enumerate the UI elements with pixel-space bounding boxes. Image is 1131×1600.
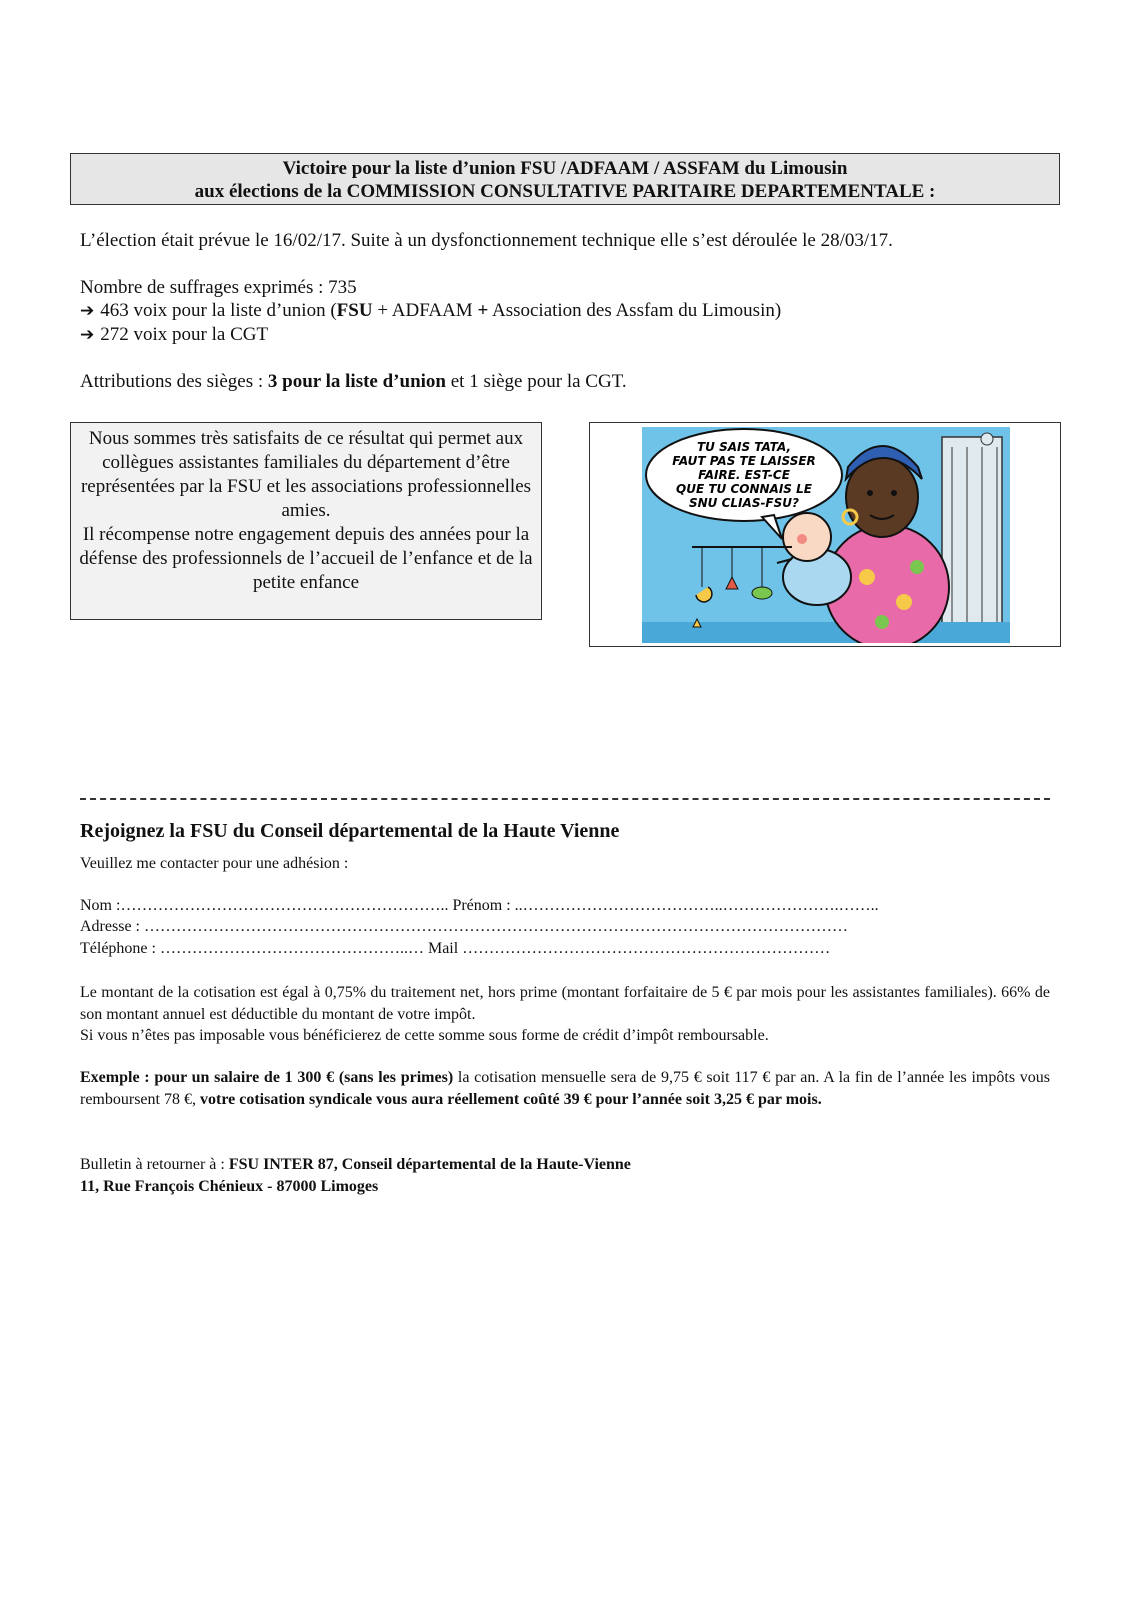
adresse-field[interactable]: Adresse : …………………………………………………………………………………………………………………… (80, 918, 848, 935)
bubble-line-2: FAUT PAS TE LAISSER (672, 454, 816, 468)
cgt-votes-line (80, 323, 268, 347)
bubble-line-5: SNU CLIAS-FSU? (689, 496, 799, 510)
header-line-2: aux élections de la COMMISSION CONSULTATIVE PARITAIRE DEPARTEMENTALE : (194, 181, 936, 202)
bubble-line-4: QUE TU CONNAIS LE (676, 482, 812, 496)
contact-request: Veuillez me contacter pour une adhésion : (80, 855, 349, 872)
bulletin-pre: Bulletin à retourner à : (80, 1156, 229, 1173)
join-title: Rejoignez la FSU du Conseil départemental de la Haute Vienne (80, 820, 620, 842)
cartoon-box (589, 422, 1061, 647)
separator-line (80, 798, 1050, 800)
example-text (80, 1067, 1050, 1111)
cartoon-illustration (642, 427, 1010, 643)
right-arrow-icon: ➔ (80, 301, 95, 321)
header-line-1: Victoire pour la liste d’union FSU /ADFAAM / ASSFAM du Limousin (282, 158, 848, 179)
example-bold-1: Exemple : pour un salaire de 1 300 € (sans les primes) (80, 1069, 454, 1086)
seats-post: et 1 siège pour la CGT. (445, 371, 627, 392)
quote-paragraph-2: Il récompense notre engagement depuis des années pour la défense des professionnels de l’accueil de l’enfance et de la petite enfance (79, 524, 533, 593)
example-bold-2: votre cotisation syndicale vous aura réellement coûté 39 € pour l’année soit 3,25 € par mois. (199, 1091, 822, 1108)
union-votes-line (80, 299, 781, 323)
nom-prenom-field[interactable]: Nom :…………………………………………………….. Prénom : ..………………………………..………………….…….. (80, 897, 879, 914)
election-intro: L’élection était prévue le 16/02/17. Suite à un dysfonctionnement technique elle s’est déroulée le 28/03/17. (80, 230, 893, 251)
cotisation-text: Le montant de la cotisation est égal à 0,75% du traitement net, hors prime (montant forfaitaire de 5 € par mois pour les assistantes familiales). 66% de son montant annuel est déductible du montant de votre impôt. (80, 984, 1050, 1023)
seats-bold: 3 pour la liste d’union (267, 371, 446, 392)
seats-pre: Attributions des sièges : (80, 371, 268, 392)
right-arrow-icon: ➔ (80, 325, 95, 345)
bulletin-address: 11, Rue François Chénieux - 87000 Limoges (80, 1178, 379, 1195)
bubble-line-3: FAIRE. EST-CE (698, 468, 790, 482)
bulletin-line (80, 1154, 1050, 1176)
suffrages-count: Nombre de suffrages exprimés : 735 (80, 277, 357, 298)
union-votes-plus: + (477, 300, 489, 321)
header-box (70, 153, 1060, 205)
union-votes-mid: + ADFAAM (372, 300, 478, 321)
quote-paragraph-1: Nous sommes très satisfaits de ce résultat qui permet aux collègues assistantes familiales du département d’être représentées par la FSU et les associations professionnelles amies. (80, 428, 532, 521)
seats-line (80, 370, 627, 394)
bulletin-recipient: FSU INTER 87, Conseil départemental de la Haute-Vienne (228, 1156, 631, 1173)
cgt-votes: 272 voix pour la CGT (100, 324, 269, 345)
union-votes-pre: 463 voix pour la liste d’union ( (100, 300, 337, 321)
telephone-mail-field[interactable]: Téléphone : ………………………………………..… Mail …………………………………………………………… (80, 940, 831, 957)
union-votes-post: Association des Assfam du Limousin) (488, 300, 782, 321)
union-votes-fsu: FSU (336, 300, 373, 321)
example-mid: la cotisation mensuelle sera de 9,75 € soit 117 € par an. A la fin de l’année les impôts vous remboursent 78 €, (80, 1069, 1051, 1108)
imposable-text: Si vous n’êtes pas imposable vous bénéficierez de cette somme sous forme de crédit d’impôt remboursable. (80, 1027, 769, 1044)
quote-box (70, 422, 542, 620)
bubble-line-1: TU SAIS TATA, (696, 440, 792, 454)
